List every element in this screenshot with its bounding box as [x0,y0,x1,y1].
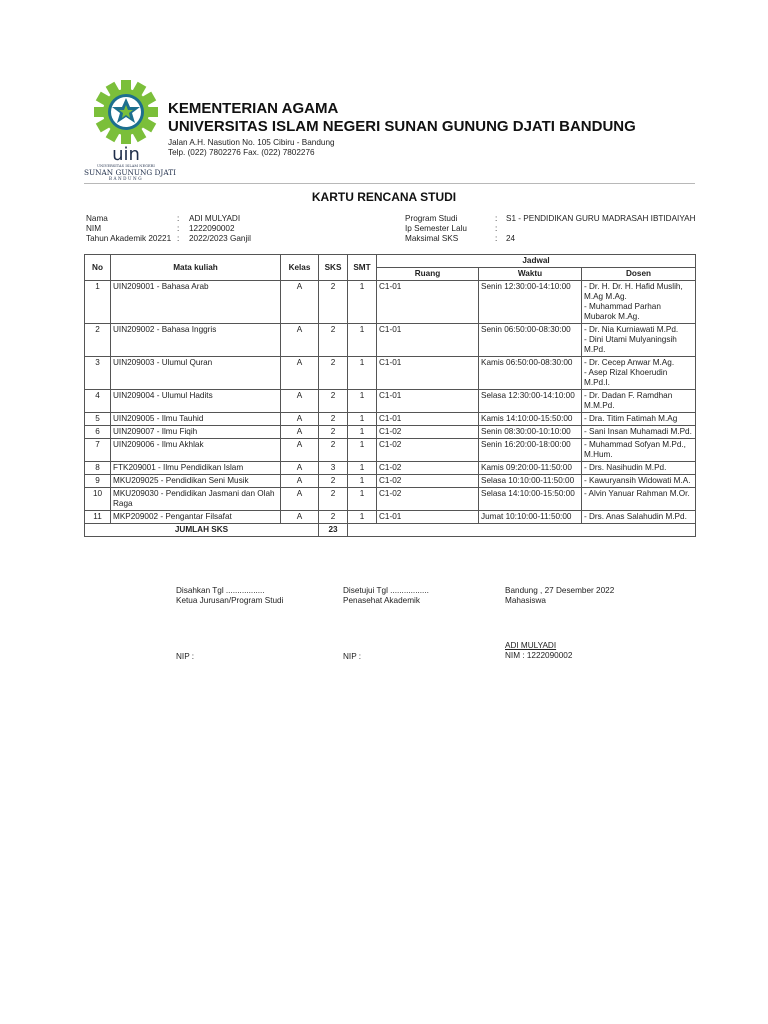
approval-role-1: Ketua Jurusan/Program Studi [176,596,284,605]
row-sks: 2 [319,488,348,511]
row-smt: 1 [348,462,377,475]
row-ruang: C1-01 [377,413,479,426]
table-row [85,281,696,324]
row-waktu: Kamis 14:10:00-15:50:00 [479,413,582,426]
row-mata-kuliah: UIN209004 - Ulumul Hadits [111,390,281,413]
row-dosen [582,324,696,357]
row-kelas: A [281,488,319,511]
row-smt: 1 [348,413,377,426]
row-waktu: Senin 16:20:00-18:00:00 [479,439,582,462]
dosen-name: - Muhammad Parhan Mubarok M.Ag. [584,302,661,321]
col-header-no: No [85,255,111,281]
table-row [85,357,696,390]
row-mata-kuliah: UIN209005 - Ilmu Tauhid [111,413,281,426]
dosen-name: - Dr. Dadan F. Ramdhan M.M.Pd. [584,391,673,410]
dosen-name: - Dra. Titim Fatimah M.Ag [584,414,678,423]
row-kelas: A [281,281,319,324]
signing-place-date: Bandung , 27 Desember 2022 [505,586,615,595]
row-kelas: A [281,475,319,488]
dosen-name: - Dini Utami Mulyaningsih M.Pd. [584,335,677,354]
row-smt: 1 [348,488,377,511]
row-mata-kuliah: UIN209007 - Ilmu Fiqih [111,426,281,439]
colon: : [177,234,180,243]
row-ruang: C1-01 [377,390,479,413]
row-no: 9 [85,475,111,488]
col-header-waktu: Waktu [479,268,582,281]
row-waktu: Jumat 10:10:00-11:50:00 [479,511,582,524]
total-row [85,524,696,537]
row-mata-kuliah: MKU209030 - Pendidikan Jasmani dan Olah Raga [111,488,281,511]
row-kelas: A [281,439,319,462]
row-smt: 1 [348,511,377,524]
university-phone: Telp. (022) 7802276 Fax. (022) 7802276 [168,148,315,157]
table-row [85,439,696,462]
approval-role-2: Penasehat Akademik [343,596,420,605]
row-sks: 2 [319,475,348,488]
col-header-ruang: Ruang [377,268,479,281]
col-header-jadwal: Jadwal [377,255,696,268]
row-mata-kuliah: UIN209006 - Ilmu Akhlak [111,439,281,462]
total-label: JUMLAH SKS [85,524,319,537]
student-role: Mahasiswa [505,596,546,605]
row-mata-kuliah: UIN209003 - Ulumul Quran [111,357,281,390]
uin-logo [84,76,176,181]
dosen-name: - Muhammad Sofyan M.Pd., M.Hum. [584,440,686,459]
maksimal-sks-value: 24 [506,234,516,243]
row-no: 6 [85,426,111,439]
row-dosen [582,390,696,413]
row-sks: 2 [319,413,348,426]
row-kelas: A [281,413,319,426]
nip-2: NIP : [343,652,362,661]
dosen-name: - Dr. Nia Kurniawati M.Pd. [584,325,679,334]
row-ruang: C1-02 [377,426,479,439]
header-divider [84,183,695,184]
col-header-kelas: Kelas [281,255,319,281]
course-table-body [85,281,696,524]
row-ruang: C1-02 [377,439,479,462]
logo-caption-line1: UNIVERSITAS ISLAM NEGERI [97,164,155,168]
row-dosen [582,462,696,475]
row-kelas: A [281,324,319,357]
row-waktu: Selasa 12:30:00-14:10:00 [479,390,582,413]
row-waktu: Selasa 14:10:00-15:50:00 [479,488,582,511]
col-header-smt: SMT [348,255,377,281]
row-no: 1 [85,281,111,324]
row-smt: 1 [348,324,377,357]
table-row [85,511,696,524]
row-ruang: C1-02 [377,462,479,475]
row-mata-kuliah: UIN209001 - Bahasa Arab [111,281,281,324]
row-dosen [582,475,696,488]
row-no: 2 [85,324,111,357]
approval-date-2: Disetujui Tgl ................. [343,586,429,595]
row-kelas: A [281,357,319,390]
row-no: 8 [85,462,111,475]
row-dosen [582,511,696,524]
row-mata-kuliah: MKU209025 - Pendidikan Seni Musik [111,475,281,488]
table-row [85,475,696,488]
row-no: 11 [85,511,111,524]
nama-value: ADI MULYADI [189,214,241,223]
colon: : [495,214,498,223]
row-kelas: A [281,426,319,439]
col-header-mata-kuliah: Mata kuliah [111,255,281,281]
row-kelas: A [281,462,319,475]
total-sks: 23 [319,524,348,537]
col-header-sks: SKS [319,255,348,281]
row-sks: 3 [319,462,348,475]
colon: : [495,234,498,243]
nama-label: Nama [86,214,108,223]
row-kelas: A [281,511,319,524]
colon: : [495,224,498,233]
row-smt: 1 [348,390,377,413]
row-mata-kuliah: UIN209002 - Bahasa Inggris [111,324,281,357]
dosen-name: - Sani Insan Muhamadi M.Pd. [584,427,692,436]
row-no: 3 [85,357,111,390]
dosen-name: - Asep Rizal Khoerudin M.Pd.I. [584,368,668,387]
col-header-dosen: Dosen [582,268,696,281]
total-empty-cell [348,524,696,537]
row-no: 10 [85,488,111,511]
table-row [85,390,696,413]
dosen-name: - Alvin Yanuar Rahman M.Or. [584,489,690,498]
uin-logo-emblem-icon [84,76,168,164]
row-smt: 1 [348,357,377,390]
approval-date-1: Disahkan Tgl ................. [176,586,265,595]
row-ruang: C1-02 [377,488,479,511]
row-waktu: Selasa 10:10:00-11:50:00 [479,475,582,488]
nim-value: 1222090002 [189,224,235,233]
row-smt: 1 [348,281,377,324]
row-kelas: A [281,390,319,413]
nip-1: NIP : [176,652,195,661]
row-dosen [582,439,696,462]
table-row [85,413,696,426]
row-sks: 2 [319,511,348,524]
row-dosen [582,357,696,390]
row-waktu: Kamis 09:20:00-11:50:00 [479,462,582,475]
dosen-name: - Drs. Nasihudin M.Pd. [584,463,667,472]
tahun-akademik-value: 2022/2023 Ganjil [189,234,251,243]
logo-caption-line3: BANDUNG [108,176,144,181]
row-sks: 2 [319,281,348,324]
row-smt: 1 [348,439,377,462]
table-row [85,488,696,511]
row-ruang: C1-01 [377,281,479,324]
program-studi-value: S1 - PENDIDIKAN GURU MADRASAH IBTIDAIYAH [506,214,696,223]
table-row [85,426,696,439]
row-sks: 2 [319,426,348,439]
table-row [85,462,696,475]
student-signature-name: ADI MULYADI [505,641,557,650]
dosen-name: - Kawuryansih Widowati M.A. [584,476,691,485]
table-row [85,324,696,357]
row-mata-kuliah: MKP209002 - Pengantar Filsafat [111,511,281,524]
row-no: 4 [85,390,111,413]
dosen-name: - Dr. Cecep Anwar M.Ag. [584,358,675,367]
maksimal-sks-label: Maksimal SKS [405,234,459,243]
row-sks: 2 [319,324,348,357]
row-mata-kuliah: FTK209001 - Ilmu Pendidikan Islam [111,462,281,475]
row-ruang: C1-01 [377,511,479,524]
row-sks: 2 [319,357,348,390]
ministry-title: KEMENTERIAN AGAMA [168,100,339,117]
row-waktu: Kamis 06:50:00-08:30:00 [479,357,582,390]
row-sks: 2 [319,439,348,462]
row-no: 7 [85,439,111,462]
row-ruang: C1-01 [377,324,479,357]
row-dosen [582,281,696,324]
tahun-akademik-label: Tahun Akademik 20221 [86,234,172,243]
row-waktu: Senin 06:50:00-08:30:00 [479,324,582,357]
dosen-name: - Dr. H. Dr. H. Hafid Muslih, M.Ag M.Ag. [584,282,683,301]
row-smt: 1 [348,475,377,488]
nim-label: NIM [86,224,102,233]
colon: : [177,224,180,233]
dosen-name: - Drs. Anas Salahudin M.Pd. [584,512,687,521]
row-ruang: C1-02 [377,475,479,488]
student-signature-nim: NIM : 1222090002 [505,651,573,660]
logo-wordmark: uin [112,144,140,164]
row-dosen [582,488,696,511]
row-dosen [582,413,696,426]
row-ruang: C1-01 [377,357,479,390]
university-address: Jalan A.H. Nasution No. 105 Cibiru - Bandung [168,138,335,147]
colon: : [177,214,180,223]
row-smt: 1 [348,426,377,439]
row-dosen [582,426,696,439]
university-title: UNIVERSITAS ISLAM NEGERI SUNAN GUNUNG DJATI BANDUNG [168,118,636,135]
document-title: KARTU RENCANA STUDI [311,190,457,204]
row-sks: 2 [319,390,348,413]
ip-semester-label: Ip Semester Lalu [405,224,467,233]
logo-caption-line2: SUNAN GUNUNG DJATI [84,168,176,177]
row-no: 5 [85,413,111,426]
row-waktu: Senin 08:30:00-10:10:00 [479,426,582,439]
row-waktu: Senin 12:30:00-14:10:00 [479,281,582,324]
course-table [84,254,696,537]
program-studi-label: Program Studi [405,214,458,223]
